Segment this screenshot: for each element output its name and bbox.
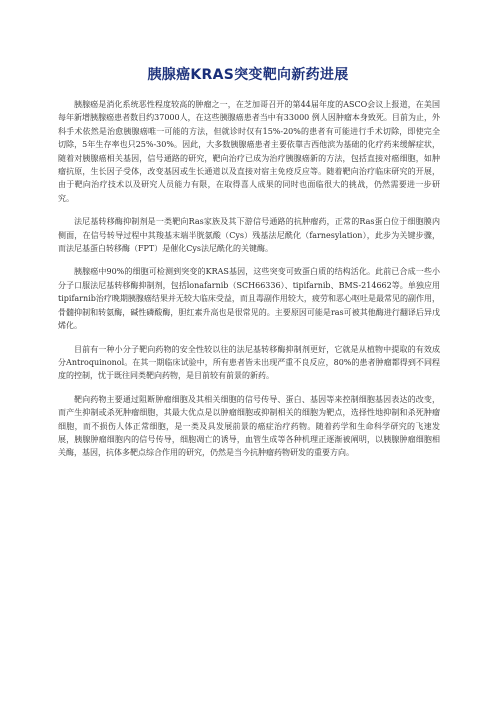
paragraph-1: 胰腺癌是消化系统恶性程度较高的肿瘤之一，在芝加哥召开的第44届年度的ASCO会议上报道，在美国每年新增胰腺癌患者数目约37000人，在这些胰腺癌患者当中有33000 例人因肿瘤本身致死。目前为止，外科手术依然是治愈胰腺癌唯一可能的方法，但就诊时仅有15%-20%的患者有可能进行手术切除，即使完全切除，5年生存率也只25%-30%。因此，大多数胰腺癌患者主要依靠吉西他滨为基础的化疗药来缓解症状，随着对胰腺癌相关基因，信号通路的研究，靶向治疗已成为治疗胰腺癌新的方法，包括直接对癌细胞，如肿瘤抗原，生长因子受体，改变基因或生长通道以及直接对宿主免疫反应等。随着靶向治疗临床研究的开展，由于靶向治疗技术以及研究人员能力有限，在取得喜人成果的同时也面临很大的挑战，仍然需要进一步研究。 <box>58 100 440 203</box>
document-body <box>58 98 440 470</box>
paragraph-5: 靶向药物主要通过阻断肿瘤细胞及其相关细胞的信号传导、蛋白、基因等来控制细胞基因表达的改变，而产生抑制或杀死肿瘤细胞，其最大优点是以肿瘤细胞或抑制相关的细胞为靶点，选择性地抑制和杀死肿瘤细胞，而不损伤人体正常细胞，是一类及具发展前景的癌症治疗药物。随着药学和生命科学研究的飞速发展，胰腺肿瘤细胞内的信号传导，细胞凋亡的诱导，血管生成等各种机理正逐渐被阐明，以胰腺肿瘤细胞相关酶，基因，抗体多靶点综合作用的研究，仍然是当今抗肿瘤药物研发的重要方向。 <box>58 394 440 458</box>
document-title: 胰腺癌KRAS突变靶向新药进展 <box>147 67 349 83</box>
paragraph-2: 法尼基转移酶抑制剂是一类靶向Ras家族及其下游信号通路的抗肿瘤药，正常的Ras蛋白位于细胞膜内侧面，在信号转导过程中其羧基末端半胱氨酸（Cys）残基法尼酰化（farnesylation），此步为关键步骤，而法尼基蛋白转移酶（FPT）是催化Cys法尼酰化的关键酶。 <box>58 217 440 254</box>
paragraph-3: 胰腺癌中90%的细胞可检测到突变的KRAS基因，这些突变可致蛋白质的结构活化。此前已合成一些小分子口服法尼基转移酶抑制剂，包括lonafarnib（SCH66336）、tipifarnib、BMS-214662等。单独应用tipifarnib治疗晚期胰腺癌结果并无较大临床受益，而且毒副作用较大，疲劳和恶心呕吐是最常见的副作用，骨髓抑制和转氨酶，碱性磷酸酶，胆红素升高也是很常见的。主要原因可能是ras可被其他酶进行翻译后异戊烯化。 <box>58 267 440 331</box>
paragraph-4: 目前有一种小分子靶向药物的安全性较以往的法尼基转移酶抑制剂更好，它就是从植物中提取的有效成分Antroquinonol。在其一期临床试验中，所有患者皆未出现严重不良反应，80%的患者肿瘤都得到不同程度的控制，忧于既往同类靶向药物，是目前较有前景的新药。 <box>58 344 440 381</box>
